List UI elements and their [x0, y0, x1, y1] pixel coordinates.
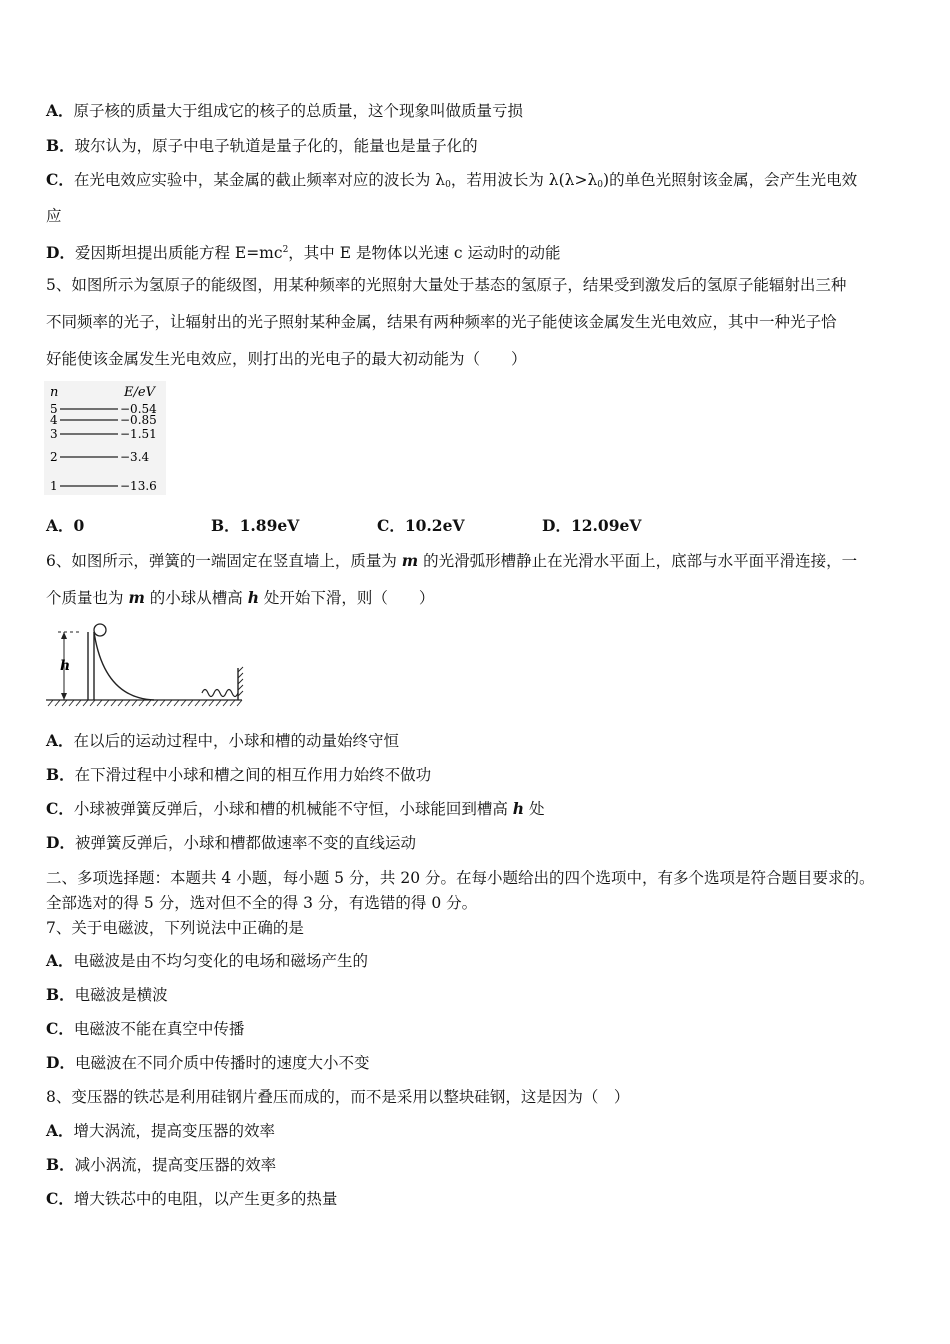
option-text: 爱因斯坦提出质能方程 E=mc [74, 244, 283, 262]
q6-option-c [46, 799, 545, 819]
q7-stem: 7、关于电磁波，下列说法中正确的是 [46, 919, 304, 937]
option-text: 在下滑过程中小球和槽之间的相互作用力始终不做功 [74, 766, 432, 784]
q6-option-b [46, 765, 431, 785]
option-text: 处 [524, 800, 545, 818]
curved-slope [94, 632, 154, 700]
q4-option-c [46, 170, 857, 195]
option-text: 电磁波在不同介质中传播时的速度大小不变 [74, 1054, 370, 1072]
option-text: 电磁波是由不均匀变化的电场和磁场产生的 [73, 952, 369, 970]
option-letter: A． [46, 1121, 74, 1140]
option-text: 增大涡流，提高变压器的效率 [73, 1122, 276, 1140]
q8-option-a [46, 1121, 275, 1141]
var-m: m [401, 551, 419, 570]
spring-icon [202, 690, 238, 697]
choice-letter: A． [46, 516, 74, 535]
q6-stem-line-2 [46, 588, 434, 608]
q7-option-d [46, 1053, 369, 1073]
option-text: ，其中 E 是物体以光速 c 运动时的动能 [288, 244, 561, 262]
ground-hatching [48, 700, 242, 706]
q5-choice-a [46, 516, 84, 536]
ball-icon [94, 624, 106, 636]
level-n: 3 [50, 427, 58, 441]
choice-value: 12.09eV [570, 516, 642, 535]
level-n: 5 [50, 402, 58, 416]
section-2-heading-line-2: 全部选对的得 5 分，选对但不全的得 3 分，有选错的得 0 分。 [46, 894, 478, 912]
q5-stem-line-3: 好能使该金属发生光电效应，则打出的光电子的最大初动能为（ ） [46, 350, 527, 368]
option-text: )的单色光照射该金属，会产生光电效 [603, 171, 858, 189]
energy-level-diagram [44, 381, 166, 495]
option-letter: A． [46, 101, 74, 120]
q8-option-c [46, 1189, 337, 1209]
level-n: 1 [50, 479, 58, 493]
option-letter: C． [46, 1019, 74, 1038]
q4-option-b [46, 136, 478, 156]
q8-option-b [46, 1155, 276, 1175]
q6-option-a [46, 731, 399, 751]
level-energy: −0.85 [120, 413, 157, 427]
option-text: 应 [46, 207, 62, 225]
level-energy: −0.54 [120, 402, 157, 416]
slope-spring-diagram [42, 620, 247, 710]
option-text: 原子核的质量大于组成它的核子的总质量，这个现象叫做质量亏损 [73, 102, 524, 120]
choice-letter: D． [542, 516, 571, 535]
q4-option-d [46, 240, 561, 263]
energy-axis-label: E/eV [124, 385, 155, 400]
option-letter: B． [46, 765, 75, 784]
choice-value: 10.2eV [404, 516, 465, 535]
option-letter: D． [46, 1053, 75, 1072]
option-letter: D． [46, 833, 75, 852]
level-energy: −1.51 [120, 427, 157, 441]
q6-stem-line-1 [46, 551, 857, 571]
n-axis-label: n [50, 385, 59, 400]
option-text: 被弹簧反弹后，小球和槽都做速率不变的直线运动 [74, 834, 416, 852]
option-letter: A． [46, 731, 74, 750]
choice-letter: B． [211, 516, 240, 535]
option-letter: C． [46, 170, 74, 189]
var-h: h [247, 588, 259, 607]
q7-option-c [46, 1019, 244, 1039]
subscript: 0 [445, 180, 451, 190]
option-text: 电磁波不能在真空中传播 [73, 1020, 245, 1038]
level-n: 4 [50, 413, 58, 427]
q7-option-b [46, 985, 168, 1005]
q8-stem: 8、变压器的铁芯是利用硅钢片叠压而成的，而不是采用以整块硅钢，这是因为（ ） [46, 1088, 630, 1106]
var-m: m [128, 588, 145, 607]
choice-value: 1.89eV [239, 516, 300, 535]
superscript: 2 [282, 245, 289, 255]
choice-value: 0 [73, 516, 85, 535]
option-text: 小球被弹簧反弹后，小球和槽的机械能不守恒，小球能回到槽高 [73, 800, 513, 818]
level-energy: −13.6 [120, 479, 157, 493]
height-label: h [60, 658, 71, 674]
option-text: 玻尔认为，原子中电子轨道是量子化的，能量也是量子化的 [74, 137, 478, 155]
option-text: 在以后的运动过程中，小球和槽的动量始终守恒 [73, 732, 400, 750]
option-text: ，若用波长为 λ(λ>λ [450, 171, 598, 189]
q4-option-a [46, 101, 523, 121]
stem-text: 个质量也为 [46, 589, 129, 607]
subscript: 0 [597, 180, 604, 190]
stem-text: 处开始下滑，则（ ） [258, 589, 435, 607]
q4-option-c-continued [46, 206, 62, 226]
option-text: 减小涡流，提高变压器的效率 [74, 1156, 277, 1174]
level-n: 2 [50, 450, 58, 464]
stem-text: 6、如图所示，弹簧的一端固定在竖直墙上，质量为 [46, 552, 402, 570]
level-energy: −3.4 [120, 450, 150, 464]
option-text: 增大铁芯中的电阻，以产生更多的热量 [73, 1190, 338, 1208]
option-text: 在光电效应实验中，某金属的截止频率对应的波长为 λ [73, 171, 446, 189]
q5-choice-c [377, 516, 464, 536]
wall-hatching [238, 667, 243, 696]
stem-text: 的小球从槽高 [144, 589, 248, 607]
stem-text: 的光滑弧形槽静止在光滑水平面上，底部与水平面平滑连接，一 [418, 552, 858, 570]
q5-stem-line-1: 5、如图所示为氢原子的能级图，用某种频率的光照射大量处于基态的氢原子，结果受到激发后的氢原子能辐射出三种 [46, 276, 847, 294]
q5-stem-line-2: 不同频率的光子，让辐射出的光子照射某种金属，结果有两种频率的光子能使该金属发生光电效应，其中一种光子恰 [46, 313, 837, 331]
section-2-heading-line-1: 二、多项选择题：本题共 4 小题，每小题 5 分，共 20 分。在每小题给出的四个选项中，有多个选项是符合题目要求的。 [46, 869, 875, 887]
option-letter: A． [46, 951, 74, 970]
option-letter: B． [46, 136, 75, 155]
option-letter: B． [46, 1155, 75, 1174]
option-letter: D． [46, 243, 75, 262]
option-letter: B． [46, 985, 75, 1004]
q6-option-d [46, 833, 416, 853]
option-letter: C． [46, 1189, 74, 1208]
option-letter: C． [46, 799, 74, 818]
q5-choice-d [542, 516, 641, 536]
option-text: 电磁波是横波 [74, 986, 168, 1004]
q5-choice-b [211, 516, 299, 536]
var-h: h [512, 799, 525, 818]
q7-option-a [46, 951, 368, 971]
choice-letter: C． [377, 516, 405, 535]
